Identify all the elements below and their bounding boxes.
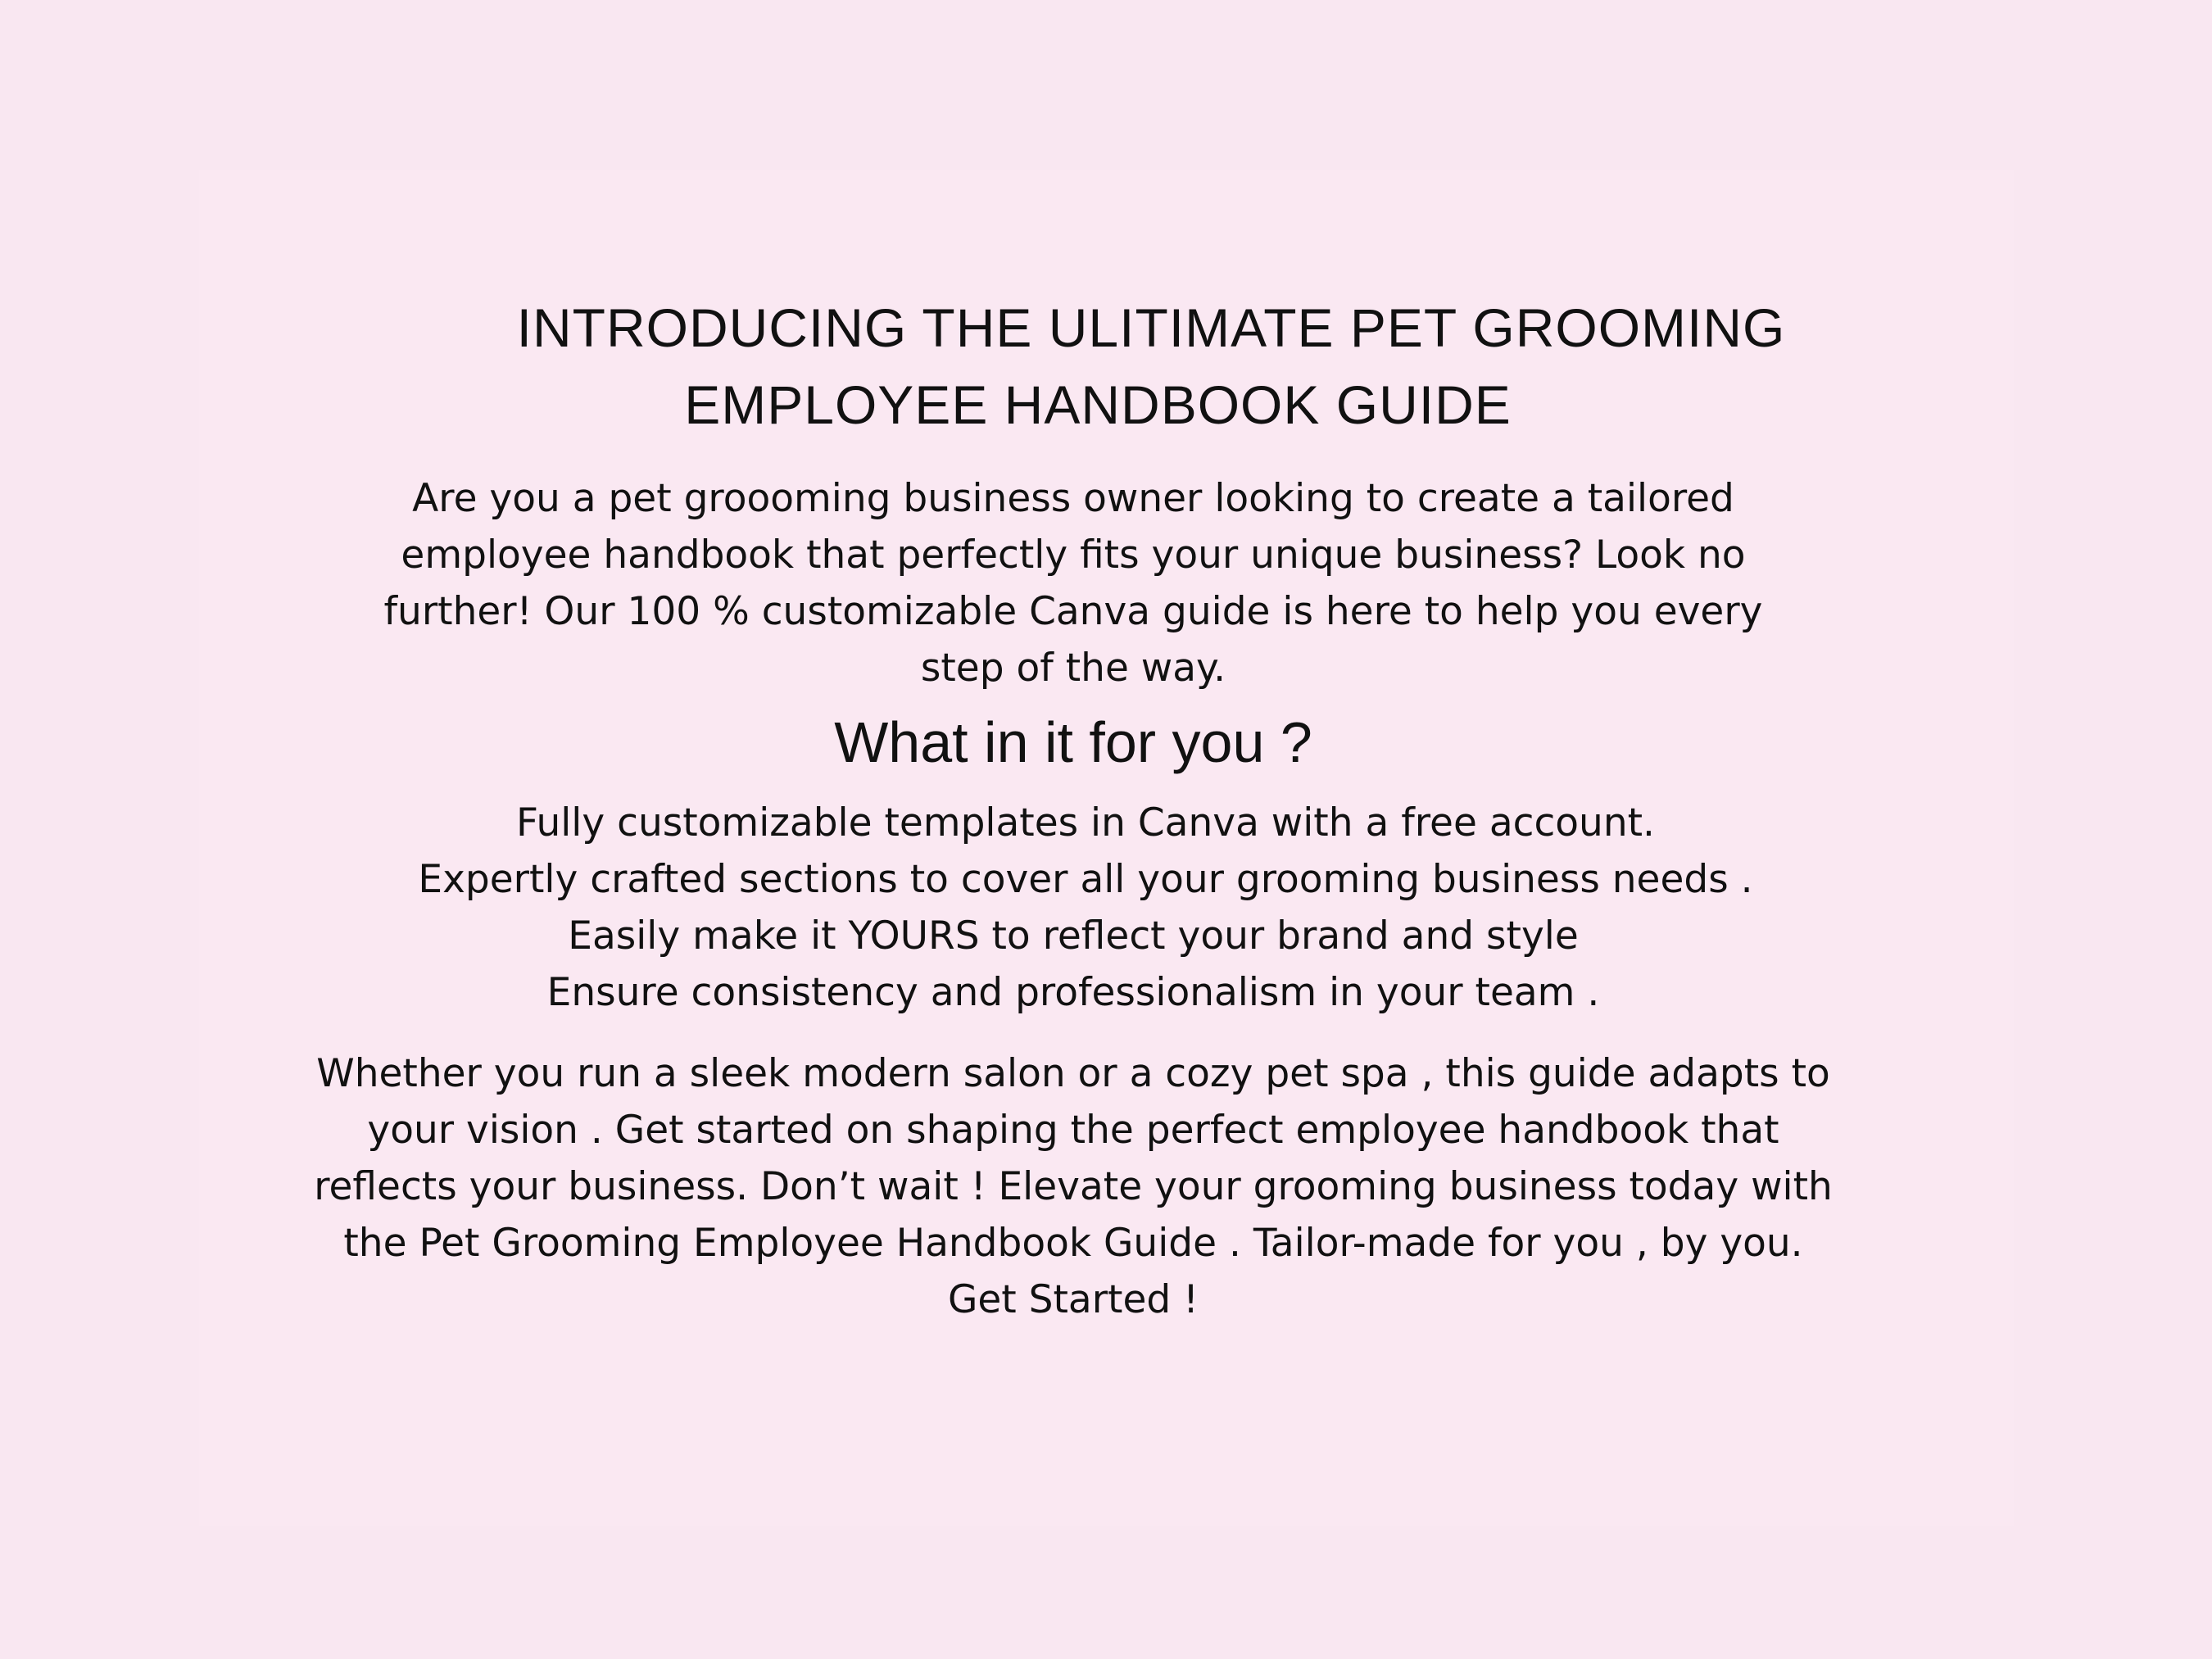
title-line-2: EMPLOYEE HANDBOOK GUIDE <box>684 374 1512 435</box>
benefit-item: Ensure consistency and professionalism in your team . <box>546 970 1600 1015</box>
intro-line: employee handbook that perfectly fits your unique business? Look no <box>401 533 1746 578</box>
benefits-heading: What in it for you ? <box>834 710 1312 774</box>
benefit-item: Easily make it YOURS to reflect your brand and style <box>568 913 1579 959</box>
benefits-list <box>0 795 2212 1021</box>
closing-line: reflects your business. Don’t wait ! Elevate your grooming business today with <box>314 1164 1833 1209</box>
closing-line: the Pet Grooming Employee Handbook Guide . Tailor-made for you , by you. <box>343 1221 1803 1266</box>
benefit-item: Fully customizable templates in Canva with a free account. <box>515 800 1655 845</box>
intro-paragraph <box>0 470 2146 696</box>
closing-line: your vision . Get started on shaping the perfect employee handbook that <box>367 1108 1779 1153</box>
benefit-item: Expertly crafted sections to cover all your grooming business needs . <box>418 857 1753 902</box>
get-started-text: Get Started ! <box>947 1277 1199 1322</box>
closing-paragraph <box>0 1045 2146 1328</box>
closing-line: Whether you run a sleek modern salon or a cozy pet spa , this guide adapts to <box>316 1051 1830 1096</box>
title-line-1: INTRODUCING THE ULITIMATE PET GROOMING <box>516 297 1786 358</box>
intro-line: step of the way. <box>920 646 1226 691</box>
intro-line: Are you a pet groooming business owner looking to create a tailored <box>412 476 1734 521</box>
intro-line: further! Our 100 % customizable Canva guide is here to help you every <box>383 589 1763 634</box>
